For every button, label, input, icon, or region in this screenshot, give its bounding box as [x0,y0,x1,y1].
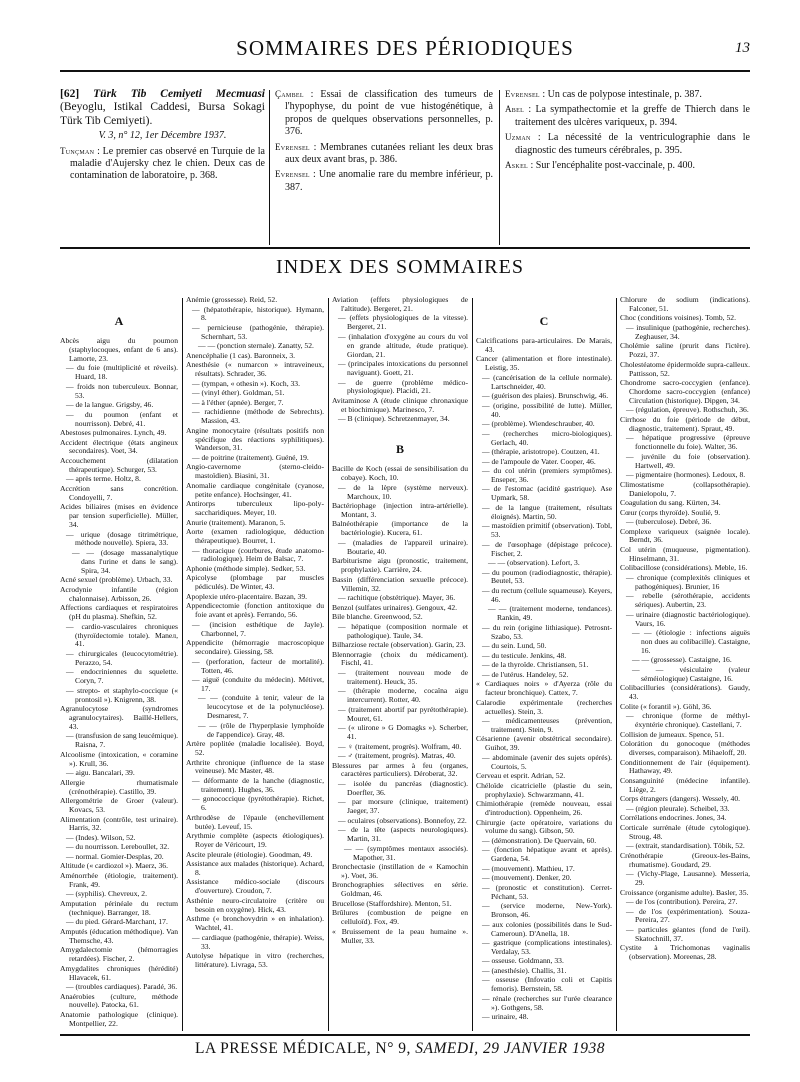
journal-issue: V. 3, n° 12, 1er Décembre 1937. [98,130,227,142]
index-entry: — urique (dosage titrimétrique, méthode nouvelle). Spiera, 33. [66,529,178,548]
summary-text: : La nécessité de la ventriculographie dans le diagnostic des tumeurs cérébrales, p. 395. [515,132,750,156]
index-entry: Assistance aux malades (historique). Achard, 8. [186,859,324,877]
index-entry: Calarodie expérimentale (recherches actuelles). Stein, 3. [476,697,612,716]
index-entry: — ♂ (traitement, progrès). Matras, 40. [338,751,456,761]
column-divider [328,298,329,1031]
index-entry: Colibacilluries (considérations). Gaudy, 43. [620,683,750,702]
index-entry: — — (rôle de l'hyperplasie lymphoïde de l'appendice). Gray, 48. [198,720,324,739]
index-entry: Choc (conditions voisines). Tomb, 52. [620,313,736,323]
index-entry: — urinaire (diagnostic bactériologique). Vaurs, 16. [626,609,750,628]
index-entry: Corticale surrénale (étude cytologique). Stroug, 48. [620,822,750,841]
index-entry: Arythmie complète (aspects étiologiques). Royer de Véricourt, 19. [186,831,324,850]
index-entry: Abestoses pulmonaires. Lynch, 49. [60,428,167,438]
index-entry: — de l'os (expérimentation). Souza-Pereira, 27. [626,906,750,925]
index-entry: — — vésiculaire (valeur séméiologique) Castaigne, 16. [632,664,750,683]
index-entry: Croissance (organisme adulte). Basler, 35. [620,887,749,897]
index-entry: — du sein. Lund, 50. [482,641,547,651]
index-entry: Angine monocytaire (résultats positifs non spécifique des réactions syphilitiques). Wanderson, 31. [186,425,324,453]
index-entry: Arthrodèse de l'épaule (enchevillement butée). Leveuf, 15. [186,812,324,831]
summary-list [505,88,750,172]
index-entry: Appendicectomie (fonction antitoxique du foie avant et après). Ferrando, 56. [186,601,324,620]
index-entry: Chondrome sacro-coccygien (enfance). Chordome sacro-coccygien (enfance) Circulation (historique). Dipgen, 34. [620,378,750,405]
page-number: 13 [735,40,750,56]
index-entry: — rachitique (obstétrique). Mayer, 36. [338,593,456,603]
index-column-1 [60,296,178,1032]
summary-item [505,103,750,129]
index-entry: Amputés (éducation méthodique). Van Themsche, 43. [60,926,178,945]
index-entry: — ♀ (traitement, progrès). Wolfram, 40. [338,741,462,751]
index-column-3 [332,296,468,1032]
index-entry: Cholémie saline (prurit dans l'ictère). Pozzi, 37. [620,341,750,360]
index-entry: — (anesthésie). Challis, 31. [482,965,567,975]
index-entry: — cardio-vasculaires chroniques (thyroïdectomie totale). Maneл, 41. [66,621,178,649]
index-column-4 [476,296,612,1032]
index-entry: Anaérobies (culture, méthode nouvelle). Patocka, 61. [60,991,178,1010]
summary-text: : Le premier cas observé en Turquie de la maladie d'Aujersky chez le chien. Deux cas de contamination de laboratoire, p. 368. [70,145,265,182]
index-entry: — (cancérisation de la cellule normale). Lartschneider, 40. [482,372,612,391]
index-entry: — — (observation). Lefort, 3. [488,558,580,568]
index-letter-heading: C [539,314,549,328]
index-entry: — de la tête (aspects neurologiques). Martin, 31. [338,825,468,844]
summary-item [505,159,750,172]
index-entry: Colibacillose (considérations). Meble, 16. [620,563,748,573]
index-entry: — rénale (recherches sur l'urée clearance »). Gothgens, 58. [482,993,612,1012]
summary-item [505,88,750,101]
journal-number: [62] [60,88,80,100]
index-entry: Allergométrie de Groer (valeur). Kovacs, 53. [60,796,178,815]
index-entry: Amygdalites chroniques (hérédité) Hlavacek, 61. [60,963,178,982]
summary-list [60,145,265,183]
index-entry: — (traitement nouveau mode de traitement). Heuck, 35. [338,667,468,686]
index-entry: — (troubles cardiaques). Paradé, 36. [66,982,178,991]
summary-author: Evrensel [505,89,540,99]
index-entry: Blessures par armes à feu (organes, caractères particuliers). Déroberat, 32. [332,760,468,779]
summary-item [275,88,493,139]
summary-author: Tunçman [60,145,95,156]
index-entry: — oculaires (observations). Bonnefoy, 22. [338,815,467,825]
footer [0,1040,800,1058]
index-entry: Alcoolisme (intoxication, « coramine »). Krull, 36. [60,749,178,768]
index-entry: Chimiothérapie (remède nouveau, essai d'introduction). Oppenheim, 26. [476,799,612,818]
index-entry: Calcifications para-articulaires. De Marais, 43. [476,336,612,354]
journal-heading [60,88,265,128]
index-entry: — de l'utérus. Handeley, 52. [482,669,569,679]
index-entry: Aorte (examen radiologique, déduction thérapeutique). Bourret, 1. [186,527,324,546]
index-entry: — — (conduite à tenir, valeur de la leucocytose et de la polynucléose). Desmarest, 7. [198,693,324,721]
index-entry: Artère poplitée (maladie localisée). Boyd, 52. [186,739,324,758]
summary-text: : La sympathectomie et la greffe de Thierch dans le traitement des ulcères variqueux, p. 394. [515,104,750,128]
index-entry: — de l'œsophage (dépistage précoce). Fischer, 2. [482,539,612,558]
column-divider [499,90,500,245]
index-entry: — osseuse (Infovatio coli et Capitis femoris). Bernstein, 58. [482,975,612,994]
summary-item [60,145,265,183]
index-entry: Conditionnement de l'air (équipement). Hathaway, 49. [620,757,750,776]
index-entry: Chlorure de sodium (indications). Falconer, 51. [620,296,750,313]
index-entry: — (incision esthétique de Jayle). Charbonnel, 7. [192,619,324,638]
index-entry: — (démonstration). De Quervain, 60. [482,835,597,845]
index-entry: — du poumon (enfant et nourrisson). Debré, 41. [66,409,178,428]
page-title: SOMMAIRES DES PÉRIODIQUES [236,36,574,60]
index-entry: — par morsure (clinique, traitement) Jaeger, 37. [338,797,468,816]
index-entry: Asthénie neuro-circulatoire (critère ou besoin en oxygène). Hick, 43. [186,895,324,914]
index-entry: Antirorps tuberculeux lipo-poly-saccharidiques. Meyer, 10. [186,499,324,518]
summary-column-3 [505,88,750,250]
summary-list [275,88,493,194]
index-entry: Bilharziose rectale (observation). Garin, 23. [332,640,466,649]
index-entry: Complexe variqueux (saignée locale). Berndt, 36. [620,526,750,545]
index-entry: — chronique (forme de méthyl-éxyntérie chronique). Castellani, 7. [626,711,750,730]
index-entry: Amygdalectomie (hémorragies retardées). Fischer, 2. [60,945,178,964]
index-entry: — juvénile du foie (observation). Hartwell, 49. [626,451,750,470]
index-entry: — (mouvement). Denker, 20. [482,873,572,883]
column-divider [269,90,270,245]
index-entry: « Cardiaques noirs » d'Ayerza (rôle du facteur bronchique). Cattex, 7. [476,679,612,698]
index-entry: — du rectum (cellule squameuse). Keyers, 46. [482,585,612,604]
column-divider [182,298,183,1031]
index-entry: Agranulocytose (syndromes agranulocytaires). Baillé-Hellers, 43. [60,704,178,731]
index-entry: — normal. Gomier-Desplas, 20. [66,851,164,861]
index-entry: Brûlures (combustion de peigne en celluloïd). Fox, 49. [332,908,468,927]
summary-text: : Un cas de polypose intestinale, p. 387. [539,89,702,100]
summary-author: Çambel [275,89,304,99]
index-entry: Apicolyse (plombage par muscles pédiculés). De Winter, 43. [186,573,324,592]
index-entry: — (origine, possibilité de lutte). Müller, 40. [482,400,612,419]
index-entry: — chronique (complexités cliniques et pathogéniques). Brunier, 16 [626,572,750,591]
index-entry: — hépatique progressive (épreuve fonctionnelle du foie). Walter, 36. [626,433,750,452]
running-head [60,36,750,66]
index-entry: — (problème). Wiendeschrauber, 40. [482,419,595,429]
index-entry: Chirurgie (acte opératoire, variations du volume du sang). Gibson, 50. [476,817,612,836]
index-entry: Assistance médico-sociale (discours d'ouverture). Croudon, 7. [186,877,324,896]
index-entry: Collision de jumeaux. Spence, 51. [620,729,724,739]
index-entry: — B (clinique). Schretzenmayer, 34. [338,414,450,424]
index-letter-heading: B [395,442,404,457]
index-entry: — (mouvement). Mathieu, 17. [482,863,575,873]
index-entry: Cœur (corps thyroïde). Soulié, 9. [620,507,721,517]
index-entry: Aviation (effets physiologiques de l'altitude). Bergeret, 21. [332,296,468,313]
index-entry: Bacille de Koch (essai de sensibilisation du cobaye). Koch, 10. [332,464,468,483]
index-entry: Colite (« forantil »). Göhl, 36. [620,701,712,711]
footer-date: SAMEDI, 29 JANVIER 1938 [415,1040,605,1057]
index-entry: — aiguë (conduite du médecin). Métivet, 17. [192,675,324,693]
index-entry: Consanguinité (médecine infantile). Liège, 2. [620,775,750,794]
index-entry: — aigu. Bancalari, 39. [66,768,135,778]
index-entry: Asthme (« bronchovydrin » en inhalation). Wachtel, 41. [186,914,324,933]
index-entry: — (Vichy-Plage, Lausanne). Messeria, 29. [626,869,750,888]
summary-item [505,131,750,157]
index-entry: — du rein (origine lithiasique). Petrosnt-Szabo, 53. [482,622,612,641]
index-entry: Crénothérapie (Greoux-les-Bains, rhumatisme). Goudard, 29. [620,850,750,869]
footer-journal: LA PRESSE MÉDICALE, N° 9, [194,1040,416,1057]
index-entry: — de guerre (problème médico-physiologique). Placidi, 21. [338,377,468,396]
index-entry: — du col utérin (premiers symptômes). Enseper, 36. [482,466,612,484]
index-entry: — du poumon (radiodiagnostic, thérapie). Beutel, 53. [482,567,612,586]
index-entry: — isolée du pancréas (diagnostic). Doerfler, 36. [338,778,468,797]
summary-author: Evrensel [275,169,310,180]
index-entry: Cancer (alimentation et flore intestinale). Leistig, 35. [476,354,612,373]
summary-author: Uzman [505,132,531,143]
summary-text: : Une anomalie rare du membre inférieur, p. 387. [285,169,493,193]
summary-column-1 [60,88,265,250]
index-entry: — (principales intoxications du personnel naviguant). Goett, 21. [338,359,468,378]
index-entry: Anencéphalie (1 cas). Baronneix, 3. [186,350,296,360]
column-divider [472,298,473,1031]
index-entry: Benzol (sulfates urinaires). Gengoux, 42. [332,602,458,612]
index-entry: Cerveau et esprit. Adrian, 52. [476,771,566,781]
index-entry: — pigmentaire (hormones). Ledoux, 8. [626,470,746,480]
journal-title: Türk Tib Cemiyeti Mecmuasi [93,88,265,100]
index-entry: — (« ulirone » G Domagks »). Scherber, 41. [338,723,468,742]
index-entry: — insulinique (pathogénie, recherches). Zeghauser, 34. [626,322,750,341]
summary-text: : Sur l'encéphalite post-vaccinale, p. 400. [528,160,696,172]
index-entry: — (recherches micro-biologiques). Gerlach, 40. [482,428,612,447]
summary-item [275,141,493,167]
index-entry: — (traitement abortif par pyrétothérapie). Mouret, 61. [338,704,468,723]
index-entry: Coagulation du sang. Kürten, 34. [620,498,721,508]
index-entry: — (inhalation d'oxygène au cours du vol en grande altitude, étude pratique). Giordan, 21. [338,331,468,359]
index-entry: — gonococcique (pyrétothérapie). Richet, 6. [192,794,324,813]
index-entry: Appendicite (hémorragie macroscopique secondaire). Giessing, 58. [186,638,324,657]
index-entry: — de la thyroïde. Christiansen, 51. [482,660,589,670]
header-rule [60,70,750,72]
index-column-5 [620,296,750,1032]
index-entry: Anurie (traitement). Maranon, 5. [186,517,286,527]
index-entry: Barbiturisme aigu (pronostic, traitement, prophylaxie). Carrière, 24. [332,556,468,575]
index-entry: — médicamenteuses (prévention, traitement). Stein, 9. [482,716,612,734]
index-entry: Anesthésie (« numarcon » intraveineux, résultats). Schrader, 36. [186,360,324,379]
index-entry: Angio-cavernome (sterno-cleido-mastoïdien). Biasini, 31. [186,462,324,481]
index-entry: — du foie (multiplicité et réveils). Huard, 18. [66,363,178,382]
index-entry: — (thérapie moderne, cocaïna aigu intercurrent). Rotter, 40. [338,686,468,705]
index-entry: — endocriniennes du squelette. Coryn, 7. [66,667,178,686]
index-entry: — particules géantes (fond de l'œil). Skatochnill, 37. [626,924,750,943]
index-entry: « Bruissement de la peau humaine ». Muller, 33. [332,926,468,945]
index-entry: — (guérison des plaies). Brunschwig, 46. [482,391,609,401]
index-entry: Corps étrangers (dangers). Wessely, 40. [620,794,741,804]
index-entry: Acides biliaires (mises en évidence par tension superficielle). Müller, 34. [60,502,178,530]
index-column-2 [186,296,324,1032]
index-entry: — urinaire, 48. [482,1012,529,1022]
index-entry: Autolyse hépatique in vitro (recherches, littérature). Livraga, 53. [186,951,324,969]
index-entry: — (extrait, standardisation). Töbik, 52. [626,841,745,851]
index-entry: — — (traitement moderne, tendances). Rankin, 49. [488,604,612,623]
index-letter-heading: A [114,314,124,328]
index-entry: — — (étiologie : infections aiguës non dues au colibacille). Castaigne, 16. [632,628,750,655]
index-entry: Cholestéatome épidermoïde supra-calleux. Pattisson, 52. [620,359,750,378]
index-entry: — pernicieuse (pathogénie, thérapie). Schernhart, 53. [192,322,324,341]
index-entry: — déformante de la hanche (diagnostic, traitement). Hughes, 36. [192,775,324,794]
index-entry: — rachidienne (méthode de Sebrechts). Massion, 43. [192,407,324,426]
index-entry: — de l'estomac (acidité gastrique). Ase Upmark, 58. [482,484,612,503]
index-entry: — de la langue. Grigsby, 46. [66,400,154,410]
index-entry: Ascite pleurale (étiologie). Goodman, 49. [186,849,313,859]
journal-address: (Beyoglu, Istikal Caddesi, Bursa Sokagi Türk Tib Cemiyeti). [60,101,265,127]
index-entry: Cystite à Trichomonas vaginalis (observation). Moreenas, 28. [620,943,750,962]
index-entry: Apoplexie utéro-placentaire. Bazan, 39. [186,591,308,601]
index-entry: Accident électrique (états angineux secondaires). Voet, 34. [60,437,178,456]
index-entry: — (vinyl éther). Goldman, 51. [192,388,285,398]
index-entry: — rebelle (sérothérapie, accidents sériques). Aubertin, 23. [626,591,750,610]
index-entry: — (pronostic et constitution). Cerret-Péchant, 53. [482,882,612,901]
index-title: INDEX DES SOMMAIRES [276,256,524,278]
index-entry: — après terme. Holtz, 8. [66,474,141,484]
index-entry: Bactériophage (injection intra-artérielle). Montant, 3. [332,501,468,519]
summary-author: Abel [505,104,525,115]
index-entry: Aphonie (méthode simple). Sedker, 53. [186,563,306,573]
index-entry: Amputation périnéale du rectum (technique). Barranger, 18. [60,898,178,917]
index-entry: — à l'éther (apnée). Berger, 7. [192,397,284,407]
index-entry: Anatomie pathologique (clinique). Montpellier, 22. [60,1009,178,1028]
index-entry: — de l'ampoule de Vater. Cooper, 46. [482,456,596,466]
index-entry: — de la langue (traitement, résultats éloignés). Martin, 50. [482,502,612,521]
footer-rule [60,1034,750,1036]
index-entry: Accrétion sans concrétion. Condoyelli, 7. [60,483,178,502]
index-entry: Altitude (« cardiozol »). Maerz, 36. [60,861,168,871]
index-entry: Arthrite chronique (influence de la stase veineuse). Mc Master, 48. [186,757,324,776]
index-entry: Acné sexuel (problème). Urbach, 33. [60,575,173,585]
index-entry: — (région pleurale). Scheibel, 33. [626,803,730,813]
index-entry: — osseuse. Goldmann, 33. [482,956,564,966]
index-entry: Césarienne (avenir obstétrical secondaire). Guihot, 39. [476,734,612,753]
index-entry: Abcès aigu du poumon (staphylocoques, enfant de 6 ans). Lamorte, 23. [60,336,178,363]
index-entry: — (fonction hépatique avant et après). Gardena, 54. [482,845,612,864]
index-entry: — (régulation, épreuve). Rothschuh, 36. [626,405,749,415]
section-rule [60,247,750,249]
index-entry: — cardiaque (pathogénie, thérapie). Weiss, 33. [192,932,324,951]
index-entry: Alimentation (contrôle, test urinaire). Harris, 32. [60,814,178,833]
summary-column-2 [275,88,493,250]
index-entry: — hépatique (composition normale et pathologique). Taule, 34. [338,621,468,640]
index-entry: — — (symptômes mentaux associés). Mapother, 31. [344,843,468,862]
index-entry: — — (dosage massanalytique dans l'urine et dans le sang). Spira, 34. [72,547,178,575]
summary-author: Askel [505,160,528,171]
index-entry: — de l'os (contribution). Pereira, 27. [626,897,738,907]
index-entry: — (effets physiologiques de la vitesse). Bergeret, 21. [338,313,468,332]
index-entry: Bassin (différenciation sexuelle précoce). Villemin, 32. [332,574,468,593]
index-entry: — (maladies de l'appareil urinaire). Boutarie, 40. [338,537,468,556]
index-entry: — (thérapie, aristotrope). Coutzen, 41. [482,447,600,457]
index-entry: — de poitrine (traitement). Guéné, 19. [192,452,309,462]
index-entry: — du nourrisson. Lereboullet, 32. [66,842,170,852]
index-entry: — strepto- et staphylo-coccique (« prontosil »). Knigrenn, 38. [66,685,178,704]
index-entry: Affections cardiaques et respiratoires (pH du plasma). Shefkin, 52. [60,603,178,622]
index-entry: — gastrique (complications intestinales). Verdalay, 53. [482,938,612,956]
index-entry: Bile blanche. Greenwood, 52. [332,612,423,622]
summary-item [275,168,493,194]
index-entry: Bronchectasie (instillation de « Kamochin »). Voet, 36. [332,862,468,880]
index-entry: — du testicule. Jenkins, 48. [482,650,567,660]
index-entry: Col utérin (muqueuse, pigmentation). Hinselmann, 31. [620,544,750,563]
index-entry: — (tuberculose). Debré, 36. [626,517,712,527]
index-entry: Colorátion du gonocoque (méthodes diverses, comparaison). Mihaeloff, 20. [620,739,750,758]
index-entry: Balnéothérapie (importance de la bactériologie). Kucera, 61. [332,519,468,538]
index-entry: — abdominale (avenir des sujets opérés). Courtois, 5. [482,752,612,771]
index-entry: Cirrhose du foie (période de début, diagnostic, traitement). Spraut, 49. [620,414,750,433]
index-entry: — (service moderne, New-York). Bronson, 46. [482,901,612,920]
index-entry: — (syphilis). Chevreux, 2. [66,889,147,899]
index-entry: — (tympan, « othesin »). Koch, 33. [192,378,300,388]
summary-author: Evrensel [275,141,310,152]
index-entry: — thoracique (courbures, étude anatomo-radiologique). Heim de Balsac, 7. [192,545,324,564]
index-entry: Aménorrhée (étiologie, traitement). Frank, 49. [60,870,178,889]
index-entry: — — (ponction sternale). Zanatty, 52. [198,341,314,351]
index-entry: — du pied. Gérard-Marchant, 17. [66,917,168,927]
index-entry: Acrodynie infantile (région chalonnaise). Arbisson, 26. [60,584,178,603]
column-divider [616,298,617,1031]
index-entry: — (hépatothérapie, historique). Hymann, 8. [192,304,324,323]
index-entry: — — (grossesse). Castaigne, 16. [632,655,732,665]
index-entry: — (Indes). Wilson, 52. [66,832,136,842]
index-entry: — chirurgicales (leucocytométrie). Perazzo, 54. [66,648,178,667]
index-entry: Allergie rhumatismale (crénothérapie). Castillo, 39. [60,777,178,796]
summary-text: : Essai de classification des tumeurs de l'hypophyse, du point de vue histogénétique, à propos de quelques observations personnelles, p. 376. [285,89,493,138]
index-entry: Brucellose (Staffordshire). Menton, 51. [332,898,452,908]
index-entry: — de la lèpre (système nerveux). Marchoux, 10. [338,482,468,501]
index-entry: Chéloïde cicatricielle (plastie du sein, prophylaxie). Schwarzmann, 41. [476,780,612,799]
index-entry: — aux colonies (possibilités dans le Sud-Cameroun). D'Anella, 18. [482,919,612,938]
index-entry: — (transfusion de sang leucémique). Raisna, 7. [66,731,178,750]
index-entry: Avitaminose A (étude clinique chronaxique et biochimique). Marinesco, 7. [332,395,468,414]
summary-text: : Membranes cutanées reliant les deux bras aux deux avant bras, p. 386. [285,141,493,166]
index-entry: — mastoïdien primitif (observation). Tobl, 53. [482,521,612,540]
index-entry: Accouchement (dilatation thérapeutique). Schurger, 53. [60,455,178,474]
index-entry: Blennorragie (choix du médicament). Fischl, 41. [332,649,468,668]
index-entry: — (perforation, facteur de mortalité). Totten, 46. [192,656,324,675]
index-entry: — froids non tuberculeux. Bonnar, 53. [66,381,178,400]
index-entry: Corrélations endocrines. Jones, 34. [620,813,727,823]
index-entry: Bronchographies sélectives en série. Goldman, 46. [332,880,468,899]
index-entry: Climostatisme (collapsothérapie). Danielopolu, 7. [620,479,750,498]
index-entry: Anémie (grossesse). Reid, 52. [186,296,278,304]
index-entry: Anomalie cardiaque congénitale (cyanose, petite enfance). Hochsinger, 41. [186,480,324,499]
